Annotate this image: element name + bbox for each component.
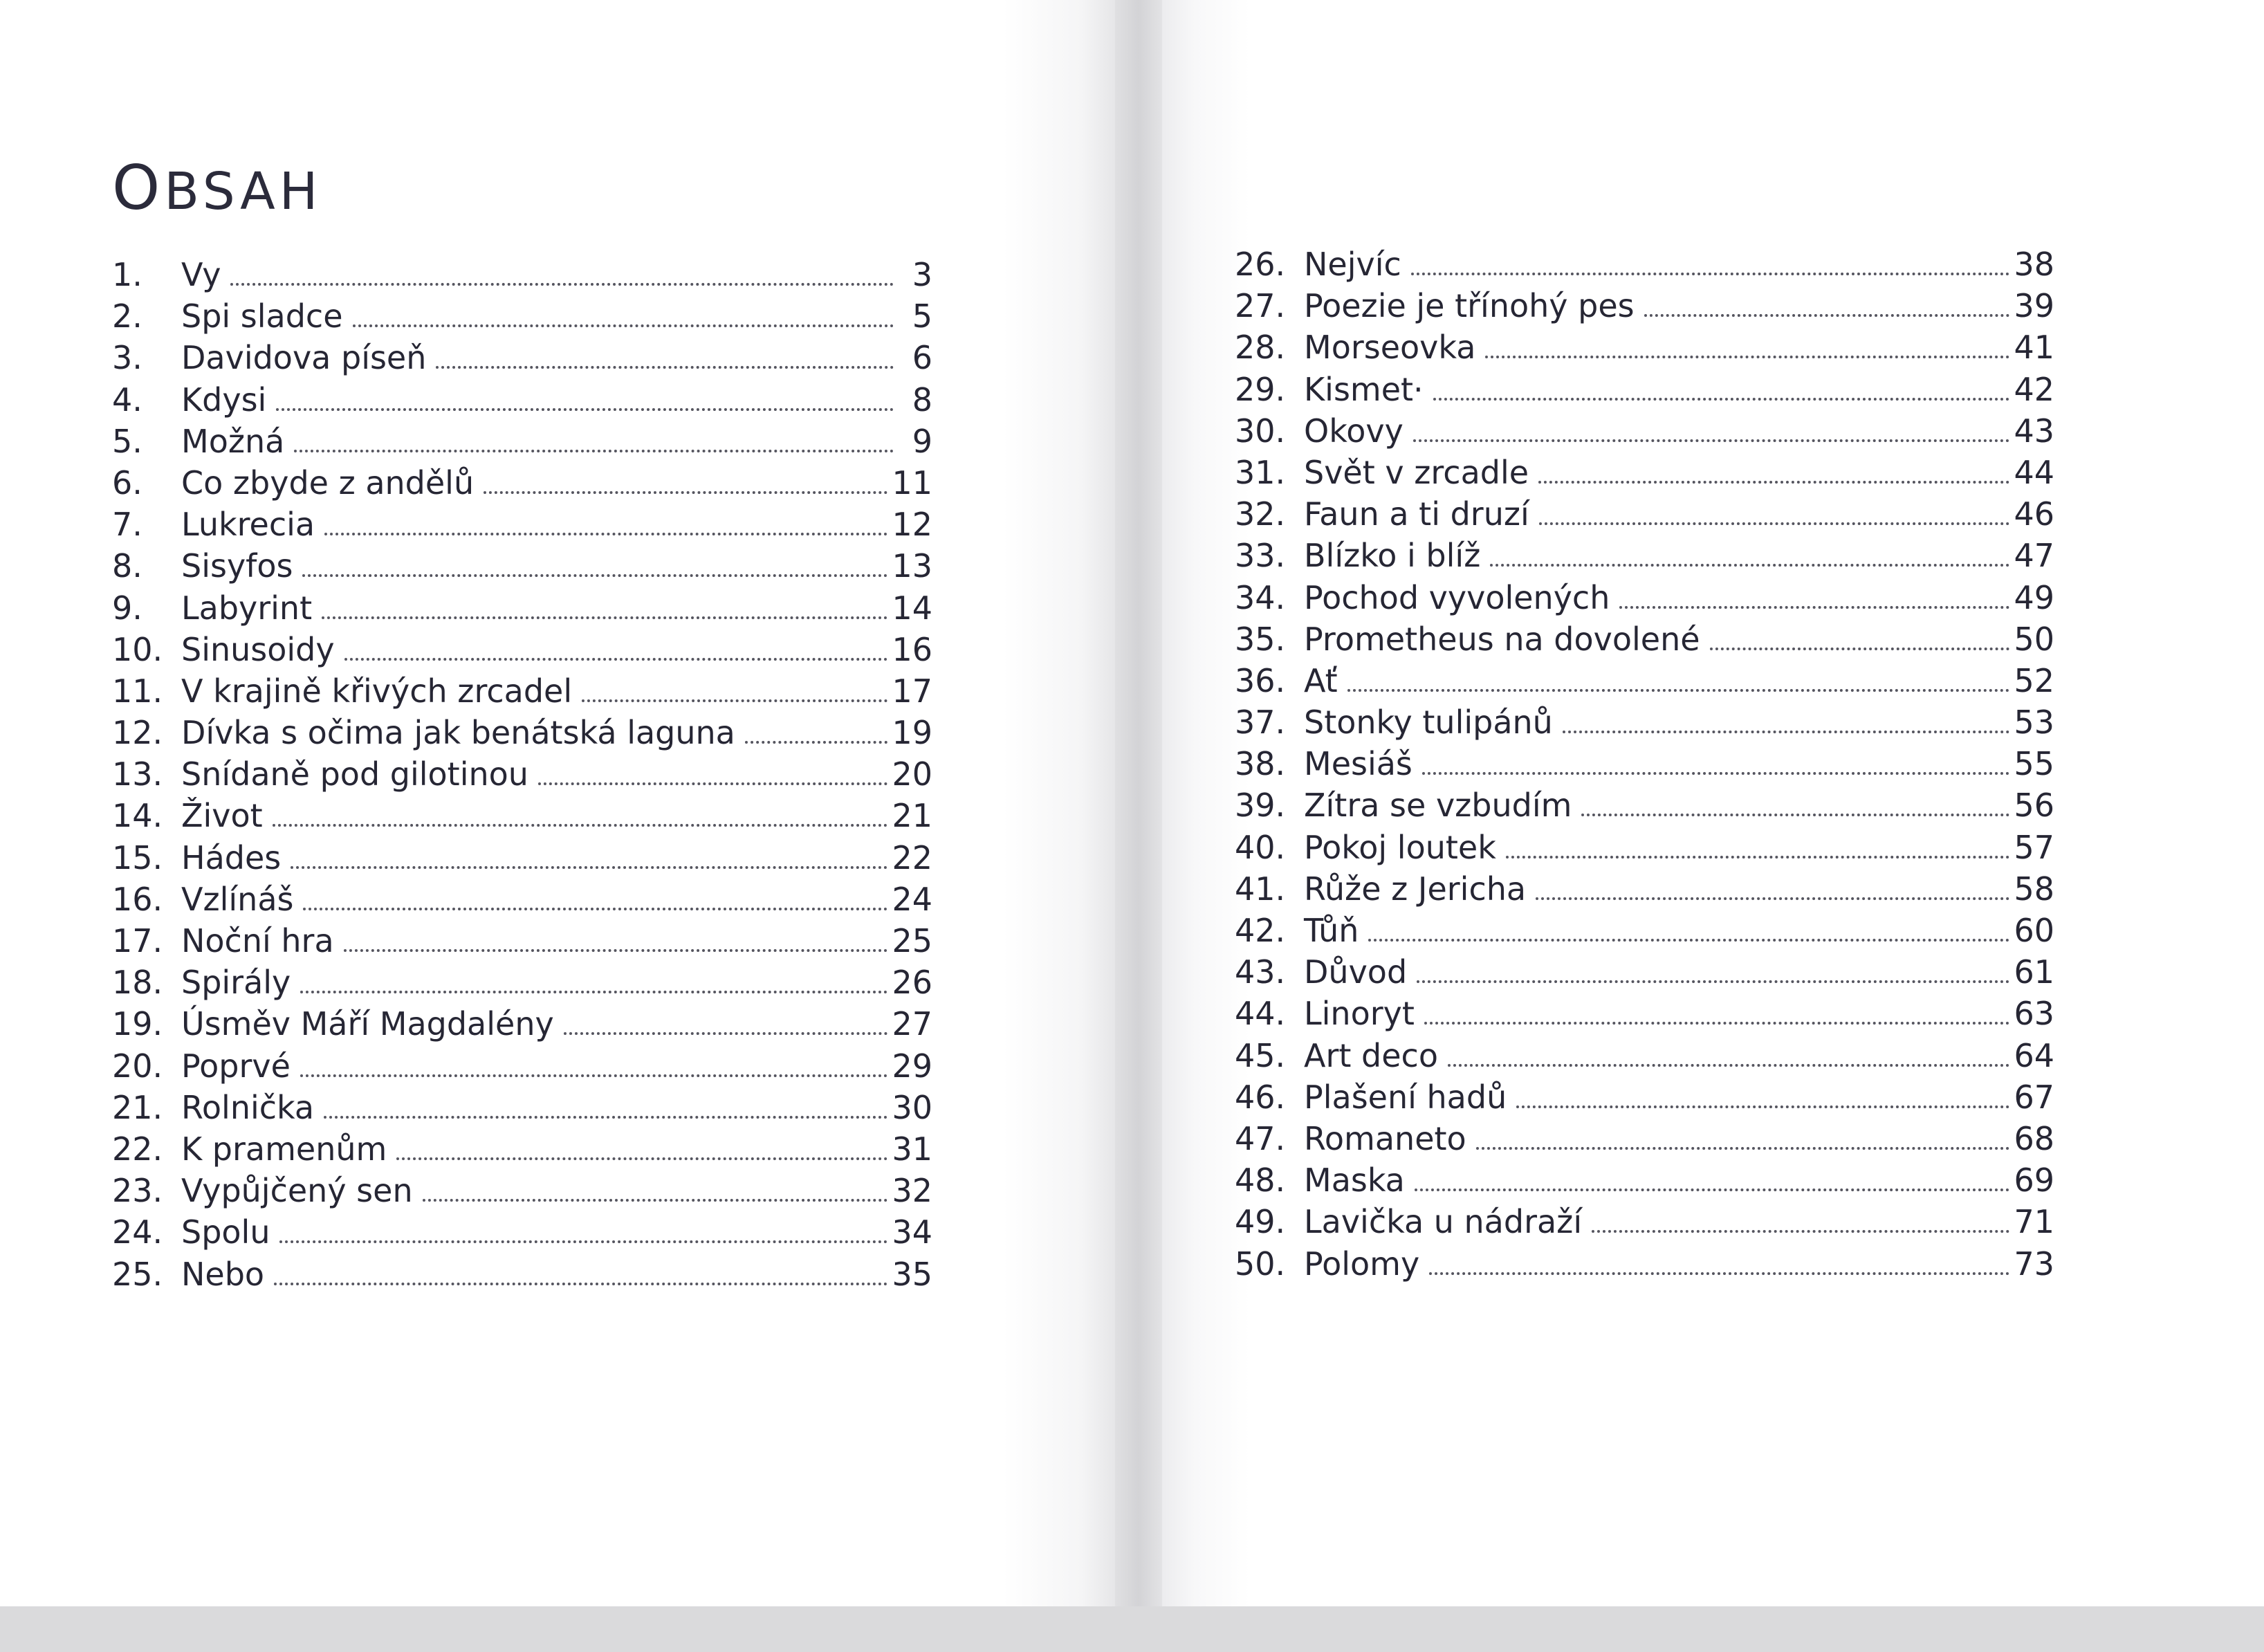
toc-entry-page: 61: [2014, 953, 2054, 991]
toc-dot-leader: [276, 408, 894, 411]
toc-entry: [112, 1089, 932, 1130]
toc-entry-title: Ať: [1304, 661, 1338, 699]
toc-entry-title: Maska: [1304, 1162, 1405, 1200]
toc-dot-leader: [324, 533, 887, 535]
toc-entry: [1235, 329, 2054, 370]
toc-entry-number: 16.: [112, 880, 163, 918]
toc-entry-number: 8.: [112, 547, 142, 585]
toc-entry-number: 3.: [112, 339, 142, 377]
toc-entry-title: Co zbyde z andělů: [181, 464, 475, 502]
toc-dot-leader: [1539, 522, 2010, 525]
toc-entry-title: Nebo: [181, 1255, 265, 1293]
toc-entry: [112, 1213, 932, 1255]
toc-dot-leader: [1581, 814, 2009, 816]
toc-entry-page: 8: [912, 380, 932, 419]
toc-entry-title: Snídaně pod gilotinou: [181, 755, 528, 793]
toc-entry-title: Polomy: [1304, 1245, 1420, 1283]
toc-entry-number: 15.: [112, 838, 163, 877]
toc-dot-leader: [1415, 1188, 2010, 1191]
toc-entry-title: Svět v zrcadle: [1304, 453, 1529, 491]
toc-entry-title: Život: [181, 797, 263, 835]
toc-entry-page: 68: [2014, 1119, 2054, 1157]
toc-entry-page: 27: [892, 1005, 932, 1043]
toc-dot-leader: [1424, 1022, 2010, 1025]
toc-entry-number: 48.: [1235, 1162, 1286, 1200]
toc-entry: [1235, 495, 2054, 537]
toc-entry-title: Důvod: [1304, 953, 1408, 991]
toc-dot-leader: [1347, 689, 2010, 692]
toc-dot-leader: [436, 366, 894, 369]
toc-dot-leader: [1536, 897, 2009, 900]
toc-dot-leader: [303, 908, 887, 910]
toc-dot-leader: [279, 1240, 887, 1243]
toc-entry-page: 63: [2014, 995, 2054, 1033]
toc-entry: [1235, 1162, 2054, 1203]
toc-entry-page: 57: [2014, 828, 2054, 866]
toc-entry: [1235, 953, 2054, 995]
toc-entry-number: 19.: [112, 1005, 163, 1043]
toc-dot-leader: [300, 1074, 888, 1077]
toc-entry-number: 24.: [112, 1213, 163, 1251]
toc-dot-leader: [745, 741, 888, 744]
toc-entry-page: 39: [2014, 287, 2054, 325]
toc-entry-page: 52: [2014, 661, 2054, 699]
toc-entry-page: 42: [2014, 370, 2054, 408]
toc-entry-number: 39.: [1235, 787, 1286, 825]
toc-entry-number: 1.: [112, 256, 142, 293]
toc-entry-title: Plašení hadů: [1304, 1078, 1507, 1116]
toc-entry-page: 5: [912, 297, 932, 336]
toc-entry-page: 3: [912, 256, 932, 293]
toc-entry-title: Růže z Jericha: [1304, 870, 1527, 908]
toc-entry: [112, 1172, 932, 1213]
toc-entry: [112, 922, 932, 964]
toc-entry-page: 49: [2014, 578, 2054, 616]
toc-entry: [1235, 1079, 2054, 1120]
toc-entry-number: 11.: [112, 672, 163, 710]
toc-left-column: [112, 256, 932, 1297]
toc-entry-page: 17: [892, 672, 932, 710]
toc-entry-title: Romaneto: [1304, 1119, 1466, 1157]
toc-entry-number: 46.: [1235, 1078, 1286, 1116]
toc-entry: [1235, 246, 2054, 287]
toc-dot-leader: [1710, 648, 2010, 650]
toc-entry-title: Vypůjčený sen: [181, 1172, 413, 1210]
toc-entry: [112, 381, 932, 423]
toc-entry-title: Linoryt: [1304, 995, 1415, 1033]
toc-entry-number: 6.: [112, 464, 142, 502]
toc-entry-title: Zítra se vzbudím: [1304, 787, 1572, 825]
toc-entry-page: 56: [2014, 787, 2054, 825]
toc-entry-number: 20.: [112, 1047, 163, 1085]
toc-dot-leader: [1644, 314, 2010, 317]
toc-entry: [1235, 537, 2054, 578]
toc-entry-number: 45.: [1235, 1036, 1286, 1074]
toc-entry-title: Spirály: [181, 964, 291, 1002]
toc-entry-number: 35.: [1235, 620, 1286, 658]
toc-entry: [112, 672, 932, 714]
toc-entry-page: 69: [2014, 1162, 2054, 1200]
toc-dot-leader: [1411, 273, 2010, 275]
toc-dot-leader: [538, 782, 888, 785]
toc-entry: [1235, 662, 2054, 704]
toc-entry-page: 47: [2014, 537, 2054, 575]
toc-entry-title: Úsměv Máří Magdalény: [181, 1005, 554, 1043]
toc-entry-page: 26: [892, 964, 932, 1002]
toc-entry-page: 44: [2014, 453, 2054, 491]
toc-entry: [112, 589, 932, 631]
toc-entry-number: 5.: [112, 422, 142, 460]
toc-dot-leader: [1506, 856, 2010, 859]
toc-entry-title: Sinusoidy: [181, 630, 335, 668]
toc-dot-leader: [294, 450, 894, 452]
toc-dot-leader: [1368, 939, 2009, 942]
toc-dot-leader: [1563, 731, 2010, 733]
toc-entry-title: Pochod vyvolených: [1304, 578, 1610, 616]
toc-entry: [112, 1047, 932, 1089]
toc-entry-page: 35: [892, 1255, 932, 1293]
toc-entry-page: 32: [892, 1172, 932, 1210]
toc-entry-number: 14.: [112, 797, 163, 835]
toc-entry-title: Vzlínáš: [181, 880, 294, 918]
toc-entry-number: 9.: [112, 589, 142, 627]
book-spine: [1115, 0, 1162, 1652]
toc-entry-title: Rolnička: [181, 1088, 315, 1126]
toc-entry-page: 43: [2014, 412, 2054, 450]
toc-entry-page: 12: [892, 506, 932, 544]
toc-entry-number: 22.: [112, 1130, 163, 1168]
toc-entry: [112, 1256, 932, 1297]
toc-entry-page: 46: [2014, 495, 2054, 533]
toc-entry-page: 58: [2014, 870, 2054, 908]
toc-entry: [1235, 412, 2054, 454]
toc-entry-number: 50.: [1235, 1245, 1286, 1283]
toc-entry: [112, 881, 932, 922]
toc-dot-leader: [396, 1157, 887, 1160]
toc-entry-title: Spi sladce: [181, 297, 343, 336]
toc-entry-title: Noční hra: [181, 922, 334, 960]
toc-entry-number: 41.: [1235, 870, 1286, 908]
toc-dot-leader: [582, 699, 887, 702]
toc-entry: [1235, 1203, 2054, 1245]
toc-entry-title: Tůň: [1304, 912, 1359, 949]
toc-entry-number: 25.: [112, 1255, 163, 1293]
toc-entry: [112, 423, 932, 464]
toc-entry-number: 40.: [1235, 828, 1286, 866]
toc-dot-leader: [322, 616, 887, 619]
toc-entry-number: 34.: [1235, 578, 1286, 616]
toc-entry-title: Blízko i blíž: [1304, 537, 1481, 575]
toc-entry: [112, 755, 932, 797]
toc-entry: [1235, 745, 2054, 787]
toc-entry-number: 26.: [1235, 246, 1286, 283]
toc-entry: [1235, 621, 2054, 662]
toc-entry-page: 25: [892, 922, 932, 960]
toc-entry-page: 11: [892, 464, 932, 502]
bottom-edge: [0, 1606, 2264, 1652]
toc-dot-leader: [564, 1032, 888, 1035]
toc-dot-leader: [423, 1199, 888, 1202]
toc-entry: [1235, 454, 2054, 495]
toc-entry-title: Poezie je třínohý pes: [1304, 287, 1635, 325]
toc-entry-number: 33.: [1235, 537, 1286, 575]
toc-entry-title: Nejvíc: [1304, 246, 1401, 283]
toc-entry: [112, 964, 932, 1005]
toc-entry-title: Lukrecia: [181, 506, 315, 544]
toc-entry-page: 71: [2014, 1203, 2054, 1241]
toc-dot-leader: [1422, 772, 2010, 775]
toc-entry-page: 50: [2014, 620, 2054, 658]
toc-entry-number: 27.: [1235, 287, 1286, 325]
toc-entry-number: 17.: [112, 922, 163, 960]
title-first-letter: O: [112, 152, 165, 223]
toc-dot-leader: [1619, 606, 2009, 609]
toc-entry-title: Prometheus na dovolené: [1304, 620, 1700, 658]
toc-entry-number: 28.: [1235, 329, 1286, 367]
toc-entry-title: Kdysi: [181, 380, 267, 419]
toc-entry: [1235, 704, 2054, 745]
toc-entry-title: Pokoj loutek: [1304, 828, 1496, 866]
toc-entry-page: 6: [912, 339, 932, 377]
toc-entry-title: Faun a ti druzí: [1304, 495, 1529, 533]
toc-entry: [1235, 912, 2054, 953]
toc-entry-title: Lavička u nádraží: [1304, 1203, 1583, 1241]
toc-entry-page: 38: [2014, 246, 2054, 283]
toc-entry-title: Davidova píseň: [181, 339, 427, 377]
toc-entry-page: 16: [892, 630, 932, 668]
toc-entry-page: 14: [892, 589, 932, 627]
toc-entry: [112, 797, 932, 838]
toc-entry-number: 23.: [112, 1172, 163, 1210]
toc-entry-page: 53: [2014, 704, 2054, 742]
toc-dot-leader: [1413, 439, 2010, 442]
toc-entry-title: K pramenům: [181, 1130, 387, 1168]
toc-entry-title: Spolu: [181, 1213, 270, 1251]
toc-dot-leader: [302, 574, 887, 577]
toc-entry: [112, 839, 932, 881]
toc-dot-leader: [1448, 1064, 2009, 1067]
toc-entry-title: Kismet·: [1304, 370, 1424, 408]
toc-entry-number: 12.: [112, 714, 163, 752]
toc-entry: [1235, 1120, 2054, 1162]
toc-entry-page: 29: [892, 1047, 932, 1085]
toc-entry-number: 10.: [112, 630, 163, 668]
toc-entry-title: Stonky tulipánů: [1304, 704, 1553, 742]
toc-entry-page: 60: [2014, 912, 2054, 949]
toc-entry-page: 67: [2014, 1078, 2054, 1116]
toc-dot-leader: [1490, 564, 2009, 567]
toc-entry-number: 7.: [112, 506, 142, 544]
toc-entry-title: Labyrint: [181, 589, 313, 627]
toc-entry-page: 55: [2014, 745, 2054, 783]
toc-entry-number: 29.: [1235, 370, 1286, 408]
toc-entry-number: 18.: [112, 964, 163, 1002]
toc-dot-leader: [324, 1116, 887, 1119]
toc-entry-number: 21.: [112, 1088, 163, 1126]
toc-entry: [112, 1130, 932, 1172]
toc-entry-number: 44.: [1235, 995, 1286, 1033]
toc-dot-leader: [1476, 1147, 2010, 1150]
toc-entry-title: Art deco: [1304, 1036, 1438, 1074]
toc-entry-title: Morseovka: [1304, 329, 1476, 367]
toc-entry: [112, 506, 932, 547]
toc-entry: [112, 256, 932, 297]
toc-entry: [112, 464, 932, 506]
toc-entry: [1235, 1037, 2054, 1079]
toc-entry-title: Vy: [181, 256, 221, 293]
toc-dot-leader: [300, 991, 887, 993]
toc-entry-page: 9: [912, 422, 932, 460]
toc-entry: [1235, 995, 2054, 1036]
toc-dot-leader: [344, 658, 888, 661]
toc-entry-number: 30.: [1235, 412, 1286, 450]
toc-entry-page: 13: [892, 547, 932, 585]
toc-entry-number: 32.: [1235, 495, 1286, 533]
toc-entry-title: Okovy: [1304, 412, 1404, 450]
toc-dot-leader: [1592, 1230, 2009, 1233]
toc-dot-leader: [1485, 356, 2009, 358]
toc-entry-number: 47.: [1235, 1119, 1286, 1157]
toc-entry-title: Mesiáš: [1304, 745, 1412, 783]
toc-entry-title: Dívka s očima jak benátská laguna: [181, 714, 735, 752]
title-rest: BSAH: [164, 161, 322, 221]
toc-entry-page: 41: [2014, 329, 2054, 367]
toc-dot-leader: [230, 283, 894, 286]
toc-entry-title: Hádes: [181, 838, 282, 877]
toc-entry-number: 36.: [1235, 661, 1286, 699]
toc-dot-leader: [1433, 398, 2010, 401]
toc-entry-title: Poprvé: [181, 1047, 291, 1085]
toc-entry: [112, 1005, 932, 1047]
toc-entry-number: 38.: [1235, 745, 1286, 783]
toc-entry: [1235, 829, 2054, 870]
toc-entry-page: 34: [892, 1213, 932, 1251]
toc-entry-number: 49.: [1235, 1203, 1286, 1241]
toc-entry-number: 43.: [1235, 953, 1286, 991]
toc-entry: [112, 547, 932, 589]
toc-dot-leader: [1538, 481, 2009, 484]
toc-entry: [1235, 787, 2054, 828]
toc-entry-number: 37.: [1235, 704, 1286, 742]
toc-dot-leader: [1516, 1105, 2009, 1108]
toc-entry-number: 4.: [112, 380, 142, 419]
toc-entry-page: 24: [892, 880, 932, 918]
toc-dot-leader: [484, 491, 887, 494]
toc-dot-leader: [344, 949, 888, 952]
page-title: [112, 152, 322, 223]
toc-entry: [1235, 371, 2054, 412]
toc-entry-page: 19: [892, 714, 932, 752]
toc-entry: [112, 297, 932, 339]
toc-dot-leader: [1429, 1272, 2009, 1275]
toc-entry-title: Možná: [181, 422, 285, 460]
left-page: [0, 0, 1115, 1652]
toc-entry-title: Sisyfos: [181, 547, 293, 585]
toc-entry-page: 31: [892, 1130, 932, 1168]
toc-dot-leader: [274, 1283, 887, 1285]
toc-entry-page: 22: [892, 838, 932, 877]
toc-entry-page: 30: [892, 1088, 932, 1126]
toc-entry-title: V krajině křivých zrcadel: [181, 672, 573, 710]
toc-entry-page: 20: [892, 755, 932, 793]
toc-entry: [1235, 287, 2054, 329]
toc-right-column: [1235, 246, 2054, 1287]
toc-entry: [112, 714, 932, 755]
toc-dot-leader: [291, 866, 887, 869]
toc-entry-number: 42.: [1235, 912, 1286, 949]
toc-entry-page: 64: [2014, 1036, 2054, 1074]
toc-entry-number: 31.: [1235, 453, 1286, 491]
toc-entry-page: 21: [892, 797, 932, 835]
toc-dot-leader: [273, 824, 888, 827]
toc-entry-number: 13.: [112, 755, 163, 793]
toc-entry-page: 73: [2014, 1245, 2054, 1283]
toc-entry: [1235, 579, 2054, 621]
toc-entry: [1235, 1245, 2054, 1287]
right-page: [1162, 0, 2264, 1652]
toc-entry: [112, 631, 932, 672]
toc-entry: [112, 339, 932, 380]
toc-dot-leader: [1417, 980, 2009, 983]
toc-dot-leader: [353, 324, 894, 327]
toc-entry-number: 2.: [112, 297, 142, 336]
toc-entry: [1235, 870, 2054, 912]
